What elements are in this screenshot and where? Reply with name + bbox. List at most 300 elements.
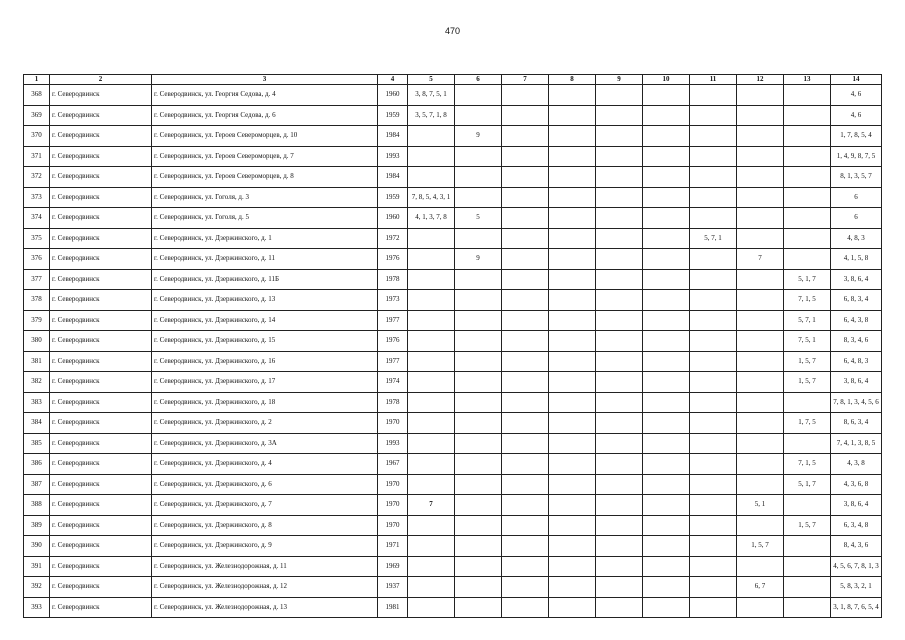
column-header-10: 10	[643, 75, 690, 85]
cell-col-7	[502, 331, 549, 352]
cell-col-1: 381	[24, 351, 50, 372]
cell-col-4: 1959	[378, 105, 408, 126]
cell-col-1: 374	[24, 208, 50, 229]
cell-col-4: 1959	[378, 187, 408, 208]
cell-col-11	[690, 495, 737, 516]
cell-col-5	[408, 372, 455, 393]
cell-col-6	[455, 105, 502, 126]
table-row	[24, 167, 882, 188]
table-row	[24, 85, 882, 106]
cell-col-3: г. Северодвинск, ул. Дзержинского, д. 2	[152, 413, 378, 434]
cell-col-9	[596, 146, 643, 167]
table-row	[24, 597, 882, 618]
cell-col-12	[737, 392, 784, 413]
cell-col-5	[408, 597, 455, 618]
cell-col-9	[596, 269, 643, 290]
cell-col-12	[737, 331, 784, 352]
cell-col-5: 7, 8, 5, 4, 3, 1	[408, 187, 455, 208]
cell-col-4: 1978	[378, 392, 408, 413]
cell-col-2: г. Северодвинск	[50, 310, 152, 331]
cell-col-10	[643, 474, 690, 495]
cell-col-14: 4, 3, 6, 8	[831, 474, 882, 495]
cell-col-12	[737, 372, 784, 393]
cell-col-7	[502, 290, 549, 311]
cell-col-13	[784, 392, 831, 413]
cell-col-8	[549, 228, 596, 249]
cell-col-9	[596, 126, 643, 147]
cell-col-6: 9	[455, 249, 502, 270]
cell-col-2: г. Северодвинск	[50, 208, 152, 229]
cell-col-2: г. Северодвинск	[50, 167, 152, 188]
cell-col-14: 6, 8, 3, 4	[831, 290, 882, 311]
cell-col-4: 1977	[378, 351, 408, 372]
cell-col-1: 386	[24, 454, 50, 475]
cell-col-2: г. Северодвинск	[50, 351, 152, 372]
cell-col-4: 1993	[378, 433, 408, 454]
cell-col-7	[502, 515, 549, 536]
cell-col-13: 5, 1, 7	[784, 474, 831, 495]
column-header-8: 8	[549, 75, 596, 85]
cell-col-2: г. Северодвинск	[50, 269, 152, 290]
cell-col-9	[596, 454, 643, 475]
table-row	[24, 454, 882, 475]
cell-col-1: 371	[24, 146, 50, 167]
column-header-14: 14	[831, 75, 882, 85]
cell-col-3: г. Северодвинск, ул. Дзержинского, д. 13	[152, 290, 378, 311]
cell-col-13: 7, 1, 5	[784, 454, 831, 475]
cell-col-10	[643, 556, 690, 577]
cell-col-3: г. Северодвинск, ул. Георгия Седова, д. 4	[152, 85, 378, 106]
cell-col-4: 1984	[378, 126, 408, 147]
cell-col-9	[596, 515, 643, 536]
cell-col-2: г. Северодвинск	[50, 105, 152, 126]
cell-col-4: 1970	[378, 495, 408, 516]
cell-col-12	[737, 310, 784, 331]
cell-col-9	[596, 597, 643, 618]
cell-col-11	[690, 146, 737, 167]
cell-col-2: г. Северодвинск	[50, 146, 152, 167]
cell-col-6	[455, 228, 502, 249]
table-row	[24, 187, 882, 208]
cell-col-8	[549, 126, 596, 147]
cell-col-3: г. Северодвинск, ул. Дзержинского, д. 4	[152, 454, 378, 475]
cell-col-4: 1960	[378, 85, 408, 106]
cell-col-13	[784, 126, 831, 147]
cell-col-7	[502, 105, 549, 126]
cell-col-12: 5, 1	[737, 495, 784, 516]
cell-col-11	[690, 208, 737, 229]
cell-col-7	[502, 577, 549, 598]
cell-col-14: 6, 4, 8, 3	[831, 351, 882, 372]
cell-col-8	[549, 187, 596, 208]
cell-col-9	[596, 556, 643, 577]
cell-col-13	[784, 228, 831, 249]
cell-col-8	[549, 167, 596, 188]
cell-col-7	[502, 454, 549, 475]
cell-col-7	[502, 310, 549, 331]
cell-col-4: 1984	[378, 167, 408, 188]
cell-col-5: 3, 8, 7, 5, 1	[408, 85, 455, 106]
column-header-6: 6	[455, 75, 502, 85]
cell-col-13: 5, 7, 1	[784, 310, 831, 331]
cell-col-12: 6, 7	[737, 577, 784, 598]
cell-col-11	[690, 331, 737, 352]
cell-col-5	[408, 454, 455, 475]
cell-col-10	[643, 249, 690, 270]
cell-col-8	[549, 208, 596, 229]
table-row	[24, 474, 882, 495]
cell-col-14: 3, 8, 6, 4	[831, 495, 882, 516]
table-row	[24, 126, 882, 147]
cell-col-6	[455, 495, 502, 516]
cell-col-3: г. Северодвинск, ул. Дзержинского, д. 18	[152, 392, 378, 413]
cell-col-2: г. Северодвинск	[50, 536, 152, 557]
cell-col-12	[737, 187, 784, 208]
cell-col-9	[596, 85, 643, 106]
cell-col-3: г. Северодвинск, ул. Дзержинского, д. 14	[152, 310, 378, 331]
cell-col-12	[737, 413, 784, 434]
cell-col-13: 1, 5, 7	[784, 351, 831, 372]
cell-col-6	[455, 392, 502, 413]
cell-col-8	[549, 249, 596, 270]
cell-col-2: г. Северодвинск	[50, 392, 152, 413]
cell-col-2: г. Северодвинск	[50, 474, 152, 495]
cell-col-6	[455, 146, 502, 167]
cell-col-8	[549, 290, 596, 311]
cell-col-6	[455, 597, 502, 618]
table-row	[24, 536, 882, 557]
cell-col-12	[737, 146, 784, 167]
cell-col-2: г. Северодвинск	[50, 331, 152, 352]
cell-col-1: 375	[24, 228, 50, 249]
cell-col-7	[502, 187, 549, 208]
table-body	[24, 85, 882, 618]
cell-col-2: г. Северодвинск	[50, 85, 152, 106]
cell-col-9	[596, 351, 643, 372]
cell-col-1: 393	[24, 597, 50, 618]
cell-col-3: г. Северодвинск, ул. Дзержинского, д. 8	[152, 515, 378, 536]
cell-col-11	[690, 454, 737, 475]
cell-col-6	[455, 577, 502, 598]
cell-col-12	[737, 515, 784, 536]
cell-col-13	[784, 556, 831, 577]
cell-col-5	[408, 433, 455, 454]
cell-col-9	[596, 331, 643, 352]
column-header-12: 12	[737, 75, 784, 85]
cell-col-4: 1978	[378, 269, 408, 290]
cell-col-9	[596, 495, 643, 516]
cell-col-5	[408, 351, 455, 372]
cell-col-9	[596, 105, 643, 126]
cell-col-14: 4, 6	[831, 85, 882, 106]
cell-col-14: 1, 4, 9, 8, 7, 5	[831, 146, 882, 167]
cell-col-8	[549, 495, 596, 516]
cell-col-9	[596, 290, 643, 311]
cell-col-10	[643, 228, 690, 249]
cell-col-10	[643, 269, 690, 290]
cell-col-11	[690, 105, 737, 126]
cell-col-1: 385	[24, 433, 50, 454]
cell-col-2: г. Северодвинск	[50, 290, 152, 311]
cell-col-1: 379	[24, 310, 50, 331]
column-header-4: 4	[378, 75, 408, 85]
cell-col-2: г. Северодвинск	[50, 454, 152, 475]
cell-col-3: г. Северодвинск, ул. Гоголя, д. 5	[152, 208, 378, 229]
cell-col-12	[737, 556, 784, 577]
table-row	[24, 577, 882, 598]
cell-col-9	[596, 249, 643, 270]
cell-col-6	[455, 372, 502, 393]
cell-col-9	[596, 208, 643, 229]
cell-col-2: г. Северодвинск	[50, 372, 152, 393]
cell-col-14: 4, 5, 6, 7, 8, 1, 3	[831, 556, 882, 577]
cell-col-14: 3, 8, 6, 4	[831, 372, 882, 393]
cell-col-12: 7	[737, 249, 784, 270]
cell-col-2: г. Северодвинск	[50, 249, 152, 270]
cell-col-5: 3, 5, 7, 1, 8	[408, 105, 455, 126]
cell-col-6: 5	[455, 208, 502, 229]
cell-col-7	[502, 413, 549, 434]
table-row	[24, 331, 882, 352]
cell-col-5	[408, 167, 455, 188]
cell-col-7	[502, 433, 549, 454]
cell-col-7	[502, 249, 549, 270]
cell-col-4: 1971	[378, 536, 408, 557]
cell-col-3: г. Северодвинск, ул. Героев Североморцев, д. 10	[152, 126, 378, 147]
cell-col-5	[408, 228, 455, 249]
cell-col-10	[643, 536, 690, 557]
cell-col-10	[643, 208, 690, 229]
cell-col-11	[690, 433, 737, 454]
cell-col-9	[596, 372, 643, 393]
cell-col-6	[455, 556, 502, 577]
cell-col-8	[549, 577, 596, 598]
cell-col-9	[596, 310, 643, 331]
cell-col-13	[784, 146, 831, 167]
cell-col-10	[643, 310, 690, 331]
cell-col-10	[643, 105, 690, 126]
cell-col-6	[455, 269, 502, 290]
cell-col-5	[408, 392, 455, 413]
table-row	[24, 310, 882, 331]
cell-col-8	[549, 269, 596, 290]
cell-col-5	[408, 474, 455, 495]
cell-col-14: 6, 4, 3, 8	[831, 310, 882, 331]
cell-col-11	[690, 126, 737, 147]
table-row	[24, 515, 882, 536]
cell-col-10	[643, 126, 690, 147]
cell-col-14: 3, 8, 6, 4	[831, 269, 882, 290]
cell-col-3: г. Северодвинск, ул. Дзержинского, д. 16	[152, 351, 378, 372]
cell-col-8	[549, 85, 596, 106]
cell-col-5	[408, 331, 455, 352]
cell-col-4: 1976	[378, 331, 408, 352]
cell-col-6	[455, 331, 502, 352]
cell-col-9	[596, 536, 643, 557]
cell-col-6	[455, 85, 502, 106]
cell-col-2: г. Северодвинск	[50, 556, 152, 577]
cell-col-12	[737, 454, 784, 475]
cell-col-2: г. Северодвинск	[50, 433, 152, 454]
cell-col-6	[455, 454, 502, 475]
cell-col-3: г. Северодвинск, ул. Гоголя, д. 3	[152, 187, 378, 208]
table-row	[24, 372, 882, 393]
cell-col-9	[596, 577, 643, 598]
cell-col-12	[737, 85, 784, 106]
cell-col-3: г. Северодвинск, ул. Героев Североморцев, д. 7	[152, 146, 378, 167]
cell-col-14: 4, 3, 8	[831, 454, 882, 475]
cell-col-4: 1970	[378, 413, 408, 434]
cell-col-1: 387	[24, 474, 50, 495]
cell-col-1: 388	[24, 495, 50, 516]
column-header-13: 13	[784, 75, 831, 85]
cell-col-14: 4, 1, 5, 8	[831, 249, 882, 270]
table-row	[24, 146, 882, 167]
cell-col-7	[502, 351, 549, 372]
cell-col-8	[549, 597, 596, 618]
cell-col-11	[690, 413, 737, 434]
cell-col-1: 382	[24, 372, 50, 393]
table-row	[24, 290, 882, 311]
cell-col-14: 3, 1, 8, 7, 6, 5, 4	[831, 597, 882, 618]
cell-col-10	[643, 597, 690, 618]
cell-col-11	[690, 577, 737, 598]
cell-col-13	[784, 577, 831, 598]
cell-col-4: 1970	[378, 474, 408, 495]
cell-col-1: 389	[24, 515, 50, 536]
cell-col-1: 368	[24, 85, 50, 106]
cell-col-4: 1969	[378, 556, 408, 577]
cell-col-13: 1, 5, 7	[784, 515, 831, 536]
cell-col-7	[502, 474, 549, 495]
cell-col-4: 1937	[378, 577, 408, 598]
table-row	[24, 105, 882, 126]
cell-col-11	[690, 85, 737, 106]
cell-col-7	[502, 372, 549, 393]
cell-col-4: 1970	[378, 515, 408, 536]
cell-col-4: 1976	[378, 249, 408, 270]
cell-col-6	[455, 310, 502, 331]
table-row	[24, 269, 882, 290]
cell-col-4: 1981	[378, 597, 408, 618]
cell-col-11	[690, 597, 737, 618]
cell-col-4: 1973	[378, 290, 408, 311]
cell-col-10	[643, 290, 690, 311]
table-row	[24, 208, 882, 229]
cell-col-4: 1993	[378, 146, 408, 167]
cell-col-3: г. Северодвинск, ул. Дзержинского, д. 9	[152, 536, 378, 557]
cell-col-3: г. Северодвинск, ул. Дзержинского, д. 17	[152, 372, 378, 393]
cell-col-7	[502, 556, 549, 577]
cell-col-9	[596, 413, 643, 434]
cell-col-2: г. Северодвинск	[50, 126, 152, 147]
cell-col-2: г. Северодвинск	[50, 228, 152, 249]
cell-col-1: 384	[24, 413, 50, 434]
cell-col-13	[784, 597, 831, 618]
cell-col-7	[502, 392, 549, 413]
cell-col-12	[737, 474, 784, 495]
cell-col-10	[643, 331, 690, 352]
cell-col-12	[737, 290, 784, 311]
cell-col-11	[690, 556, 737, 577]
cell-col-7	[502, 228, 549, 249]
cell-col-14: 1, 7, 8, 5, 4	[831, 126, 882, 147]
cell-col-12	[737, 433, 784, 454]
cell-col-9	[596, 167, 643, 188]
cell-col-2: г. Северодвинск	[50, 413, 152, 434]
cell-col-1: 369	[24, 105, 50, 126]
cell-col-12	[737, 597, 784, 618]
cell-col-2: г. Северодвинск	[50, 515, 152, 536]
cell-col-5	[408, 290, 455, 311]
cell-col-11	[690, 249, 737, 270]
cell-col-11: 5, 7, 1	[690, 228, 737, 249]
cell-col-11	[690, 392, 737, 413]
building-registry-table	[23, 74, 882, 618]
cell-col-12	[737, 269, 784, 290]
cell-col-6	[455, 167, 502, 188]
table-row	[24, 433, 882, 454]
cell-col-14: 8, 6, 3, 4	[831, 413, 882, 434]
cell-col-3: г. Северодвинск, ул. Героев Североморцев, д. 8	[152, 167, 378, 188]
cell-col-10	[643, 351, 690, 372]
cell-col-1: 390	[24, 536, 50, 557]
cell-col-13	[784, 85, 831, 106]
cell-col-13: 7, 5, 1	[784, 331, 831, 352]
cell-col-10	[643, 577, 690, 598]
table-row	[24, 228, 882, 249]
cell-col-13	[784, 249, 831, 270]
column-header-11: 11	[690, 75, 737, 85]
cell-col-6	[455, 351, 502, 372]
cell-col-5: 7	[408, 495, 455, 516]
cell-col-7	[502, 208, 549, 229]
cell-col-7	[502, 85, 549, 106]
cell-col-3: г. Северодвинск, ул. Железнодорожная, д. 12	[152, 577, 378, 598]
cell-col-5	[408, 515, 455, 536]
cell-col-4: 1960	[378, 208, 408, 229]
table-row	[24, 413, 882, 434]
cell-col-12	[737, 208, 784, 229]
cell-col-12	[737, 351, 784, 372]
cell-col-9	[596, 228, 643, 249]
cell-col-11	[690, 187, 737, 208]
cell-col-8	[549, 454, 596, 475]
cell-col-13: 1, 7, 5	[784, 413, 831, 434]
cell-col-4: 1972	[378, 228, 408, 249]
cell-col-10	[643, 146, 690, 167]
cell-col-6	[455, 474, 502, 495]
cell-col-10	[643, 167, 690, 188]
cell-col-14: 8, 4, 3, 6	[831, 536, 882, 557]
cell-col-2: г. Северодвинск	[50, 495, 152, 516]
column-header-1: 1	[24, 75, 50, 85]
cell-col-11	[690, 536, 737, 557]
cell-col-5	[408, 577, 455, 598]
cell-col-4: 1967	[378, 454, 408, 475]
cell-col-6	[455, 515, 502, 536]
cell-col-3: г. Северодвинск, ул. Дзержинского, д. 11	[152, 249, 378, 270]
cell-col-10	[643, 433, 690, 454]
cell-col-7	[502, 495, 549, 516]
cell-col-6	[455, 290, 502, 311]
cell-col-8	[549, 536, 596, 557]
cell-col-1: 370	[24, 126, 50, 147]
cell-col-9	[596, 392, 643, 413]
cell-col-2: г. Северодвинск	[50, 187, 152, 208]
cell-col-6	[455, 433, 502, 454]
cell-col-7	[502, 597, 549, 618]
